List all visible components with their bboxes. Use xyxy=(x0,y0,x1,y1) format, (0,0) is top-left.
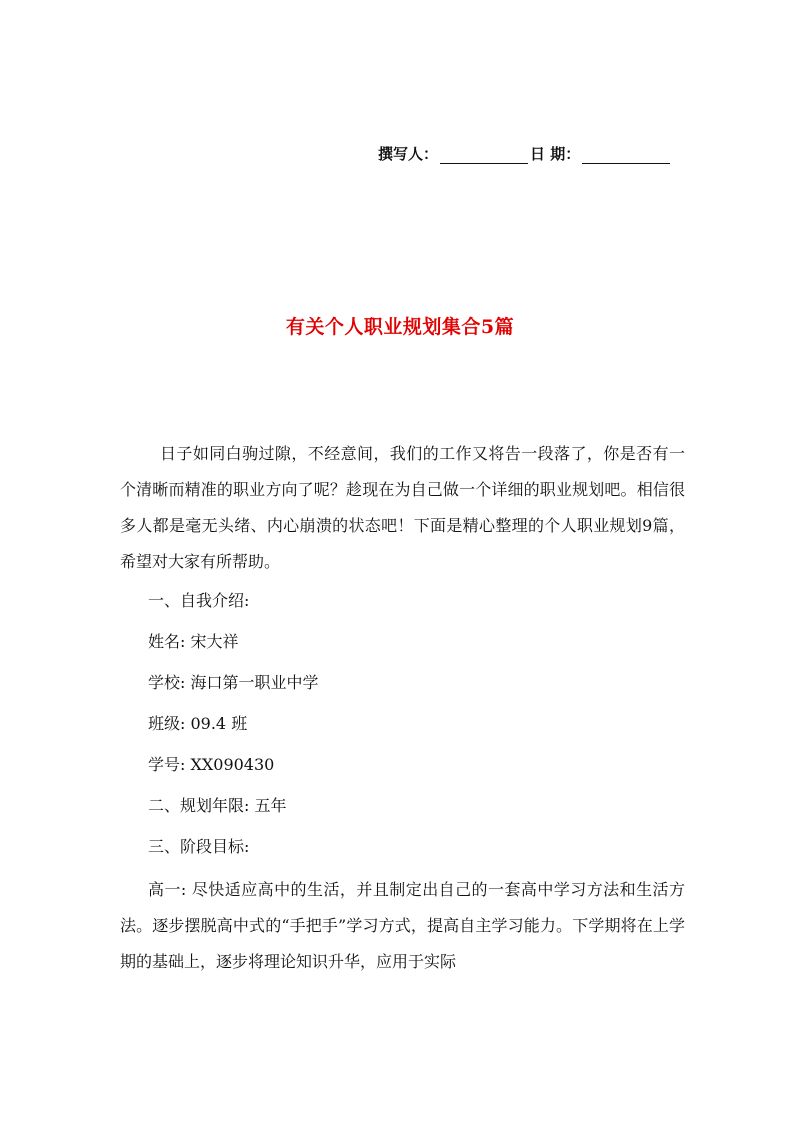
intro-paragraph: 日子如同白驹过隙，不经意间，我们的工作又将告一段落了，你是否有一个清晰而精准的职业方向了呢？趁现在为自己做一个详细的职业规划吧。相信很多人都是毫无头绪、内心崩溃的状态吧！下面是精心整理的个人职业规划9篇，希望对大家有所帮助。 xyxy=(120,444,685,571)
section-heading-plan-years: 二、规划年限: 五年 xyxy=(148,796,287,815)
author-date-line xyxy=(378,140,688,164)
stage-paragraph: 高一: 尽快适应高中的生活，并且制定出自己的一套高中学习方法和生活方法。逐步摆脱高中式的“手把手”学习方式，提高自主学习能力。下学期将在上学期的基础上，逐步将理论知识升华，应用于实际 xyxy=(120,880,685,971)
document-title: 有关个人职业规划集合5篇 xyxy=(285,316,515,338)
date-label: 日 期： xyxy=(530,145,581,163)
info-name: 姓名: 宋大祥 xyxy=(148,632,239,651)
document-body xyxy=(120,436,685,980)
info-class: 班级: 09.4 班 xyxy=(148,714,248,733)
info-school: 学校: 海口第一职业中学 xyxy=(148,673,319,692)
section-heading-stage-goals: 三、阶段目标: xyxy=(148,837,250,856)
info-student-id: 学号: XX090430 xyxy=(148,755,275,774)
section-heading-self-intro: 一、自我介绍: xyxy=(148,591,250,610)
author-label: 撰写人： xyxy=(378,145,439,163)
date-blank-underline xyxy=(582,149,670,164)
author-blank-underline xyxy=(440,149,528,164)
